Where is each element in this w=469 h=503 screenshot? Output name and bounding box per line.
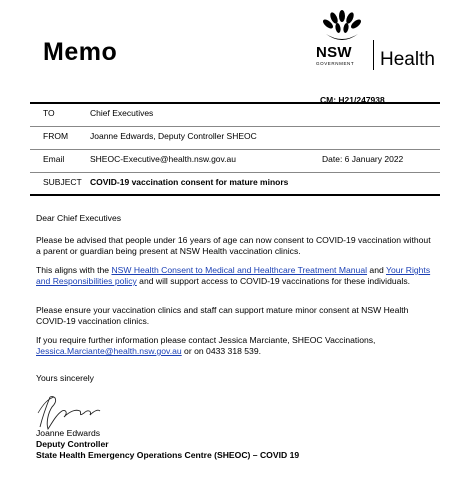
greeting: Dear Chief Executives xyxy=(36,213,122,223)
closing: Yours sincerely xyxy=(36,373,94,383)
from-row xyxy=(30,127,440,150)
rights-policy-link[interactable]: Your Rights and Responsibilities policy xyxy=(36,265,431,286)
paragraph-4 xyxy=(36,335,436,357)
paragraph-4-end: or on 0433 318 539. xyxy=(181,346,261,356)
reference-number: CM: H21/247938 xyxy=(320,95,385,105)
waratah-icon xyxy=(322,10,362,44)
logo-divider xyxy=(373,40,374,70)
paragraph-2-mid: and xyxy=(367,265,386,275)
memo-title: Memo xyxy=(43,38,118,66)
paragraph-2-start: This aligns with the xyxy=(36,265,112,275)
subject-value: COVID-19 vaccination consent for mature minors xyxy=(90,177,289,187)
paragraph-1: Please be advised that people under 16 years of age can now consent to COVID-19 vaccination without a parent or guardian being present at NSW Health vaccination clinics. xyxy=(36,235,431,256)
subject-label: SUBJECT xyxy=(43,177,82,187)
logo-nsw: NSW xyxy=(316,44,352,61)
signatory-role: Deputy Controller xyxy=(36,439,109,449)
paragraph-3: Please ensure your vaccination clinics and staff can support mature minor consent at NSW Health COVID-19 vaccination clinics. xyxy=(36,305,409,326)
signatory-org: State Health Emergency Operations Centre (SHEOC) – COVID 19 xyxy=(36,450,300,460)
email-row xyxy=(30,150,440,173)
email-value: SHEOC-Executive@health.nsw.gov.au xyxy=(90,154,236,164)
to-value: Chief Executives xyxy=(90,108,154,118)
paragraph-4-start: If you require further information please contact Jessica Marciante, SHEOC Vaccinations, xyxy=(36,335,376,345)
nsw-health-logo xyxy=(310,10,460,72)
memo-date: Date: 6 January 2022 xyxy=(322,154,404,164)
paragraph-2 xyxy=(36,265,436,287)
signatory-name: Joanne Edwards xyxy=(36,428,101,438)
memo-header-table xyxy=(30,104,440,196)
from-value: Joanne Edwards, Deputy Controller SHEOC xyxy=(90,131,257,141)
subject-row xyxy=(30,173,440,196)
from-label: FROM xyxy=(43,131,69,141)
email-label: Email xyxy=(43,154,65,164)
to-row xyxy=(30,104,440,127)
consent-manual-link[interactable]: NSW Health Consent to Medical and Healthcare Treatment Manual xyxy=(111,265,368,275)
paragraph-2-end: and will support access to COVID-19 vaccinations for these individuals. xyxy=(136,276,411,286)
to-label: TO xyxy=(43,108,55,118)
contact-email-link[interactable]: Jessica.Marciante@health.nsw.gov.au xyxy=(36,346,182,356)
handwritten-signature xyxy=(36,393,106,433)
logo-health: Health xyxy=(380,49,435,70)
logo-government: GOVERNMENT xyxy=(316,61,355,66)
